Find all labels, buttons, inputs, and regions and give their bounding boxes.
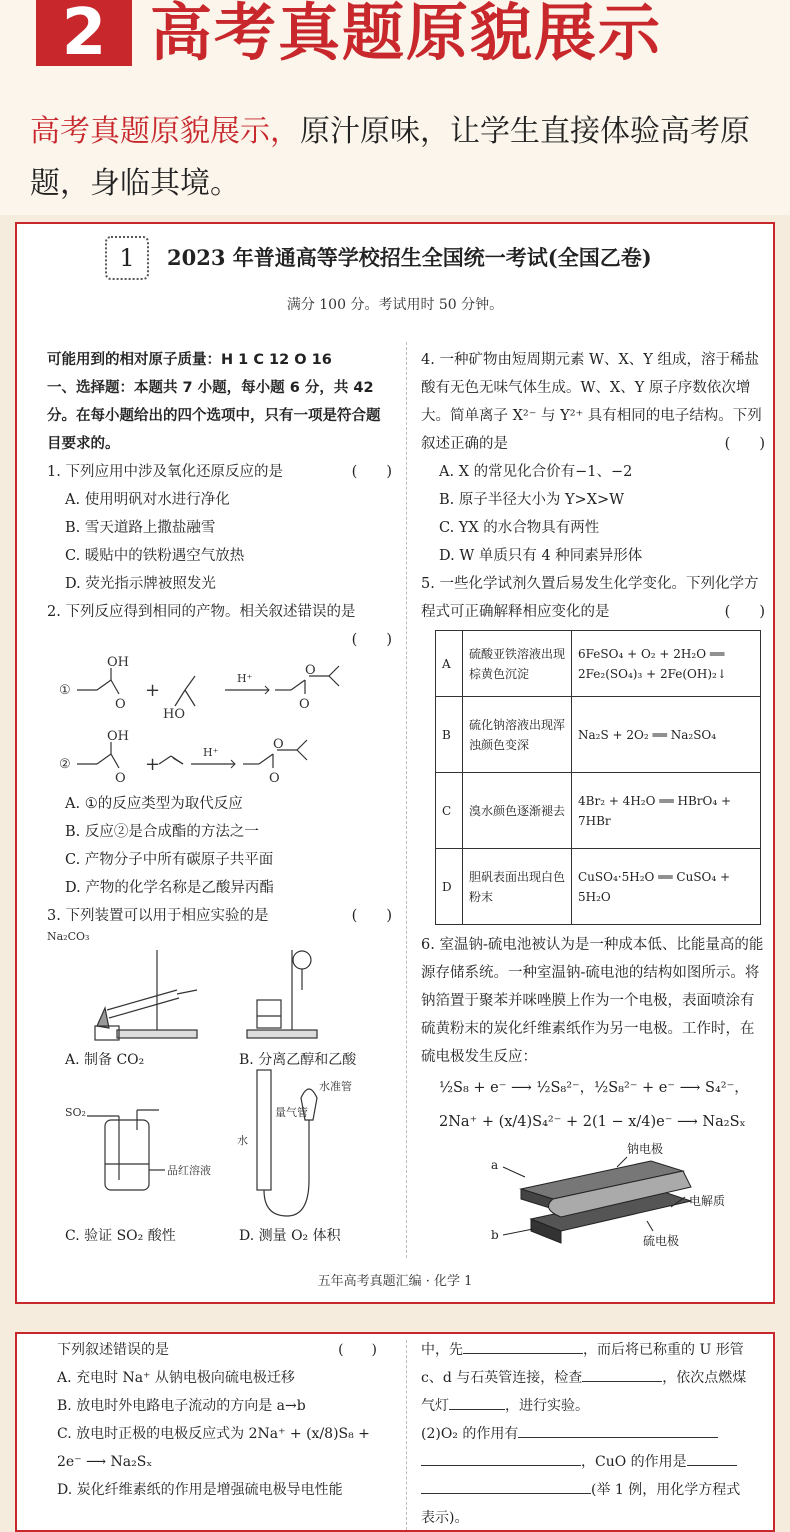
q4-option: A. X 的常见化合价有−1、−2: [439, 464, 633, 480]
water-label: 水: [237, 1134, 248, 1147]
left-column: [47, 346, 392, 1250]
label-o: O: [299, 697, 310, 712]
eq2-marker: ②: [59, 757, 71, 772]
q7-text: 中，先 ，而后将已称重的 U 形管 c、d 与石英管连接，检查 ，依次点燃煤气灯 ，进行实验。: [421, 1342, 747, 1414]
page2-left-column: [57, 1336, 377, 1504]
label-oh: OH: [107, 655, 129, 670]
q4-option: D. W 单质只有 4 种同素异形体: [439, 548, 643, 564]
q6-stem: 6. 室温钠-硫电池被认为是一种成本低、比能量高的能源存储系统。一种室温钠-硫电池的结构如图所示。将钠箔置于聚苯并咪唑膜上作为一个电极，表面喷涂有硫黄粉末的炭化纤维素纸作为另一电极。工作时，在硫电极发生反应：: [421, 937, 764, 1065]
exam-page: [15, 222, 775, 1304]
q7-part2-cont: ，CuO 的作用是: [421, 1448, 751, 1476]
catalyst-label: H⁺: [203, 746, 219, 759]
table-row: D 胆矾表面出现白色粉末 CuSO₄·5H₂O ══ CuSO₄ + 5H₂O: [436, 849, 761, 925]
exam-index-badge: 1: [105, 236, 149, 280]
q4-option: B. 原子半径大小为 Y>X>W: [439, 492, 625, 508]
terminal-a-label: a: [491, 1158, 499, 1172]
q5-paren: ( ): [724, 604, 765, 620]
subtitle-text: 原汁原味，让学生直接体验高考原题，身临其境。: [30, 114, 750, 201]
q6-equation-1: ½S₈ + e⁻ ⟶ ½S₈²⁻，½S₈²⁻ + e⁻ ⟶ S₄²⁻，: [439, 1080, 749, 1096]
sulfur-electrode-label: 硫电极: [643, 1234, 680, 1248]
table-row: A 硫酸亚铁溶液出现棕黄色沉淀 6FeSO₄ + O₂ + 2H₂O ══ 2Fe₂(SO₄)₃ + 2Fe(OH)₂↓: [436, 631, 761, 697]
q3-option: C. 验证 SO₂ 酸性: [65, 1228, 176, 1244]
q7-part2: (2)O₂ 的作用有: [421, 1420, 751, 1448]
label-o: O: [273, 737, 284, 752]
exam-page-2: [15, 1332, 775, 1532]
terminal-b-label: b: [491, 1228, 499, 1242]
q5-stem: 5. 一些化学试剂久置后易发生化学变化。下列化学方程式可正确解释相应变化的是: [421, 576, 759, 620]
page2-right-column: [421, 1336, 751, 1532]
label-o: O: [115, 697, 126, 712]
q6-option: C. 放电时正极的电极反应式为 2Na⁺ + (x/8)S₈ + 2e⁻ ⟶ Na₂Sₓ: [57, 1426, 370, 1470]
table-row: B 硫化钠溶液出现浑浊颜色变深 Na₂S + 2O₂ ══ Na₂SO₄: [436, 697, 761, 773]
promo-header: [0, 0, 790, 215]
q6-option: A. 充电时 Na⁺ 从钠电极向硫电极迁移: [57, 1370, 295, 1386]
q4-stem: 4. 一种矿物由短周期元素 W、X、Y 组成，溶于稀盐酸有无色无味气体生成。W、X、Y 原子序数依次增大。简单离子 X²⁻ 与 Y²⁺ 具有相同的电子结构。下列叙述正确的是: [421, 352, 762, 452]
label-oh: OH: [107, 729, 129, 744]
pinhong-label: 品红溶液: [167, 1164, 211, 1177]
q2-option: C. 产物分子中所有碳原子共平面: [65, 852, 274, 868]
label-ho: HO: [163, 707, 185, 722]
q6-option: D. 炭化纤维素纸的作用是增强硫电极导电性能: [57, 1482, 343, 1498]
q6-sub-stem: 下列叙述错误的是 ( ): [57, 1342, 377, 1358]
measure-tube-label: 量气管: [275, 1106, 308, 1119]
q2-reaction-figure: [47, 654, 392, 790]
section-title: 高考真题原貌展示: [150, 0, 663, 69]
q3-stem: 3. 下列装置可以用于相应实验的是 ( ): [47, 908, 392, 924]
subtitle-highlight: 高考真题原貌展示，: [30, 114, 300, 149]
level-tube-label: 水准管: [319, 1080, 352, 1093]
exam-title: 2023 年普通高等学校招生全国统一考试(全国乙卷): [167, 245, 652, 270]
catalyst-label: H⁺: [237, 672, 253, 685]
q3-option: D. 测量 O₂ 体积: [239, 1228, 341, 1244]
section-instructions: 一、选择题：本题共 7 小题，每小题 6 分，共 42 分。在每小题给出的四个选项中，只有一项是符合题目要求的。: [47, 380, 381, 452]
plus-sign: +: [145, 680, 161, 701]
q1-stem: 1. 下列应用中涉及氧化还原反应的是 ( ): [47, 464, 392, 480]
electrolyte-label: 电解质: [689, 1194, 726, 1208]
plus-sign: +: [145, 754, 161, 775]
q7-part2-note: (举 1 例，用化学方程式表示)。: [421, 1482, 741, 1526]
q1-option: D. 荧光指示牌被照发光: [65, 576, 216, 592]
label-o: O: [269, 771, 280, 786]
label-o: O: [305, 663, 316, 678]
na2co3-label: Na₂CO₃: [47, 930, 90, 943]
q4-paren: ( ): [724, 436, 765, 452]
q2-option: D. 产物的化学名称是乙酸异丙酯: [65, 880, 274, 896]
q6-option: B. 放电时外电路电子流动的方向是 a→b: [57, 1398, 306, 1414]
q1-option: B. 雪天道路上撒盐融雪: [65, 520, 216, 536]
section-subtitle: [30, 106, 770, 210]
eq1-marker: ①: [59, 683, 71, 698]
label-o: O: [115, 771, 126, 786]
q2-stem: 2. 下列反应得到相同的产物。相关叙述错误的是: [47, 604, 356, 620]
column-divider: [406, 1340, 407, 1530]
q4-option: C. YX 的水合物具有两性: [439, 520, 600, 536]
right-column: [421, 346, 765, 1249]
column-divider: [406, 342, 407, 1258]
so2-label: SO₂: [65, 1106, 86, 1119]
exam-info: 满分 100 分。考试用时 50 分钟。: [286, 297, 504, 313]
q5-table: [435, 630, 761, 925]
q3-option: B. 分离乙醇和乙酸: [239, 1052, 357, 1068]
page-footer: 五年高考真题汇编 · 化学 1: [317, 1274, 473, 1289]
q3-apparatus-figure: [47, 930, 392, 1250]
section-number: 2: [36, 0, 132, 66]
table-row: C 溴水颜色逐渐褪去 4Br₂ + 4H₂O ══ HBrO₄ + 7HBr: [436, 773, 761, 849]
q1-option: C. 暖贴中的铁粉遇空气放热: [65, 548, 245, 564]
q2-paren: ( ): [351, 632, 392, 648]
q2-option: B. 反应②是合成酯的方法之一: [65, 824, 259, 840]
q3-option: A. 制备 CO₂: [65, 1052, 145, 1068]
q2-option: A. ①的反应类型为取代反应: [65, 796, 243, 812]
atomic-mass-line: 可能用到的相对原子质量：H 1 C 12 O 16: [47, 352, 332, 368]
q1-option: A. 使用明矾对水进行净化: [65, 492, 230, 508]
sodium-electrode-label: 钠电极: [627, 1142, 664, 1156]
q6-equation-2: 2Na⁺ + (x/4)S₄²⁻ + 2(1 − x/4)e⁻ ⟶ Na₂Sₓ: [439, 1114, 746, 1130]
battery-structure-figure: [421, 1139, 765, 1249]
